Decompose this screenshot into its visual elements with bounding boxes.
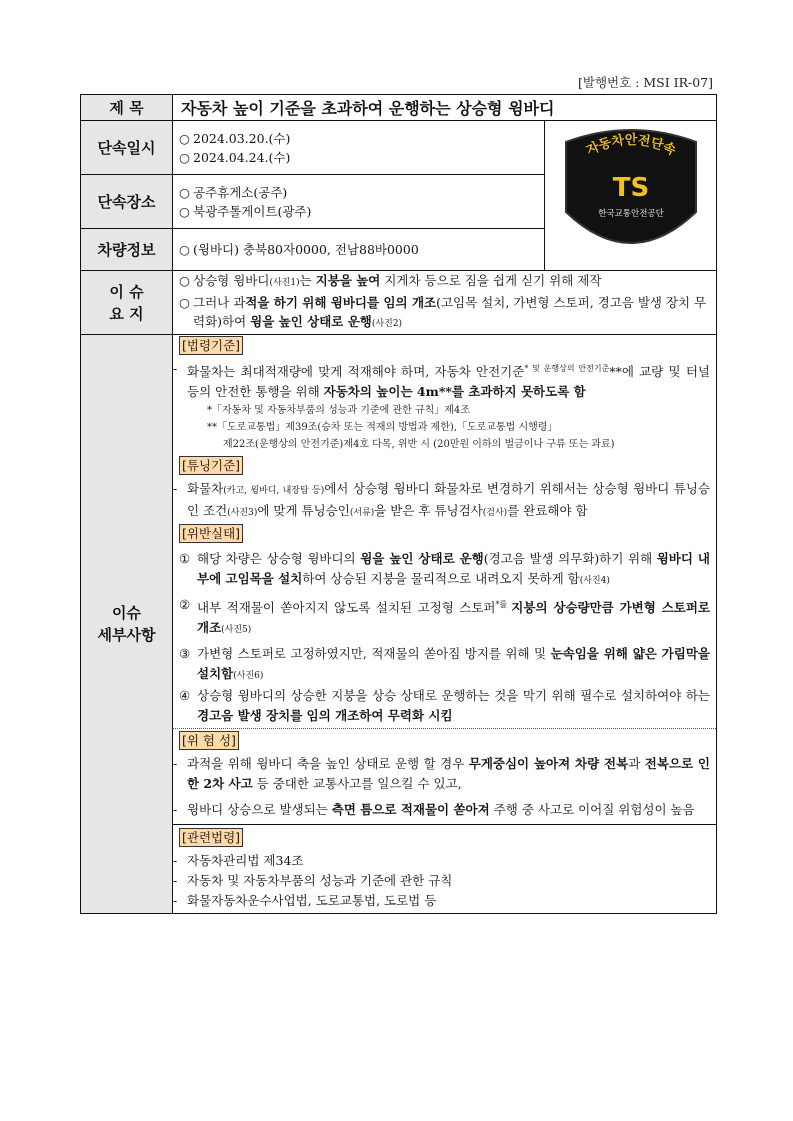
- svg-text:TS: TS: [612, 172, 649, 203]
- dates-cell: [173, 121, 545, 175]
- violation-item-4: ④ 상승형 윙바디의 상승한 지붕을 상승 상태로 운행하는 것을 막기 위해 필수로 설치하여야 하는 경고음 발생 장치를 임의 개조하여 무력화 시킴: [179, 688, 710, 724]
- svg-text:자동차안전단속: 자동차안전단속: [583, 132, 678, 159]
- risk-section: [173, 728, 716, 820]
- logo-cell: [545, 121, 717, 271]
- places-cell: [173, 175, 545, 229]
- issue-summary-label: 이 슈 요 지: [81, 271, 173, 335]
- date-item: ○ 2024.03.20.(수): [179, 130, 291, 146]
- violation-item-1: ① 해당 차량은 상승형 윙바디의 윙을 높인 상태로 운행(경고음 발생 의무화)하기 위해 윙바디 내부에 고임목을 설치하여 상승된 지붕을 물리적으로 내려오지 못하게 함(사진4): [179, 551, 710, 587]
- risk-header: [위 험 성]: [179, 731, 239, 750]
- vehicle-cell: [173, 229, 545, 271]
- report-table: [80, 94, 717, 914]
- issue-point-1: ○ 상승형 윙바디(사진1)는 지붕을 높여 지게차 등으로 짐을 쉽게 싣기 위해 제작: [179, 273, 602, 288]
- place-item: ○ 공주휴게소(공주): [179, 184, 288, 200]
- related-law-header: [관련법령]: [179, 828, 243, 847]
- related-law-item: - 화물자동차운수사업법, 도로교통법, 도로법 등: [173, 891, 716, 911]
- tuning-standard-header: [튜닝기준]: [179, 456, 243, 475]
- violation-header: [위반실태]: [179, 524, 243, 543]
- title-label: 제 목: [81, 95, 173, 121]
- law-footnote-1: *「자동차 및 자동차부품의 성능과 기준에 관한 규칙」제4조: [207, 405, 470, 417]
- risk-item-1: - 과적을 위해 윙바디 축을 높인 상태로 운행 할 경우 무게중심이 높아져 차량 전복과 전복으로 인한 2차 사고 등 중대한 교통사고를 일으킬 수 있고,: [173, 754, 716, 794]
- violation-item-2: ② 내부 적재물이 쏟아지지 않도록 설치된 고정형 스토퍼$^{*를}$ 지붕의 상승량만큼 가변형 스토퍼로 개조(사진5): [179, 597, 710, 636]
- date-item: ○ 2024.04.24.(수): [179, 149, 291, 165]
- related-law-section: [173, 824, 716, 911]
- svg-text:한국교통안전공단: 한국교통안전공단: [597, 208, 664, 219]
- law-footnote-3: 제22조(운행상의 안전기준)제4호 다목, 위반 시 (20만원 이하의 벌금이나 구류 또는 과료): [223, 439, 615, 451]
- law-footnote-2: **「도로교통법」제39조(승차 또는 적재의 방법과 제한),「도로교통법 시행령」: [207, 422, 558, 434]
- tuning-standard-text: - 화물차(카고, 윙바디, 내장탑 등)에서 상승형 윙바디 화물차로 변경하기 위해서는 상승형 윙바디 튜닝승인 조건(사진3)에 맞게 튜닝승인(서류)을 받은 후 튜닝검사(검사)를 완료해야 함: [173, 479, 716, 523]
- violation-item-3: ③ 가변형 스토퍼로 고정하였지만, 적재물의 쏟아짐 방지를 위해 및 눈속임을 위해 얇은 가림막을 설치함(사진6): [179, 646, 710, 682]
- law-standard-text: - 화물차는 최대적재량에 맞게 적재해야 하며, 자동차 안전기준$^{* 및 운행상의 안전기준}$**에 교량 및 터널 등의 안전한 통행을 위해 자동차의 높이는 4m**를 초과하지 못하도록 함: [173, 359, 716, 402]
- place-label: 단속장소: [81, 175, 173, 229]
- ts-safety-logo: [556, 124, 706, 264]
- document-title: 자동차 높이 기준을 초과하여 운행하는 상승형 윙바디: [173, 95, 717, 121]
- risk-item-2: - 윙바디 상승으로 발생되는 측면 틈으로 적재물이 쏟아져 주행 중 사고로 이어질 위험성이 높음: [173, 800, 716, 820]
- issue-summary-cell: [173, 271, 717, 335]
- issue-point-2: ○ 그러나 과적을 하기 위해 윙바디를 임의 개조(고임목 설치, 가변형 스토퍼, 경고음 발생 장치 무력화)하여 윙을 높인 상태로 운행(사진2): [179, 295, 707, 329]
- related-law-item: - 자동차 및 자동차부품의 성능과 기준에 관한 규칙: [173, 871, 716, 891]
- related-law-item: - 자동차관리법 제34조: [173, 851, 716, 871]
- publication-number: [발행번호 : MSI IR-07]: [578, 75, 713, 90]
- date-label: 단속일시: [81, 121, 173, 175]
- place-item: ○ 북광주톨게이트(광주): [179, 203, 312, 219]
- law-standard-header: [법령기준]: [179, 336, 243, 355]
- vehicle-info: ○ (윙바디) 충북80자0000, 전남88바0000: [179, 242, 419, 257]
- issue-detail-cell: [173, 335, 717, 914]
- issue-detail-label: 이슈 세부사항: [81, 335, 173, 914]
- vehicle-label: 차량정보: [81, 229, 173, 271]
